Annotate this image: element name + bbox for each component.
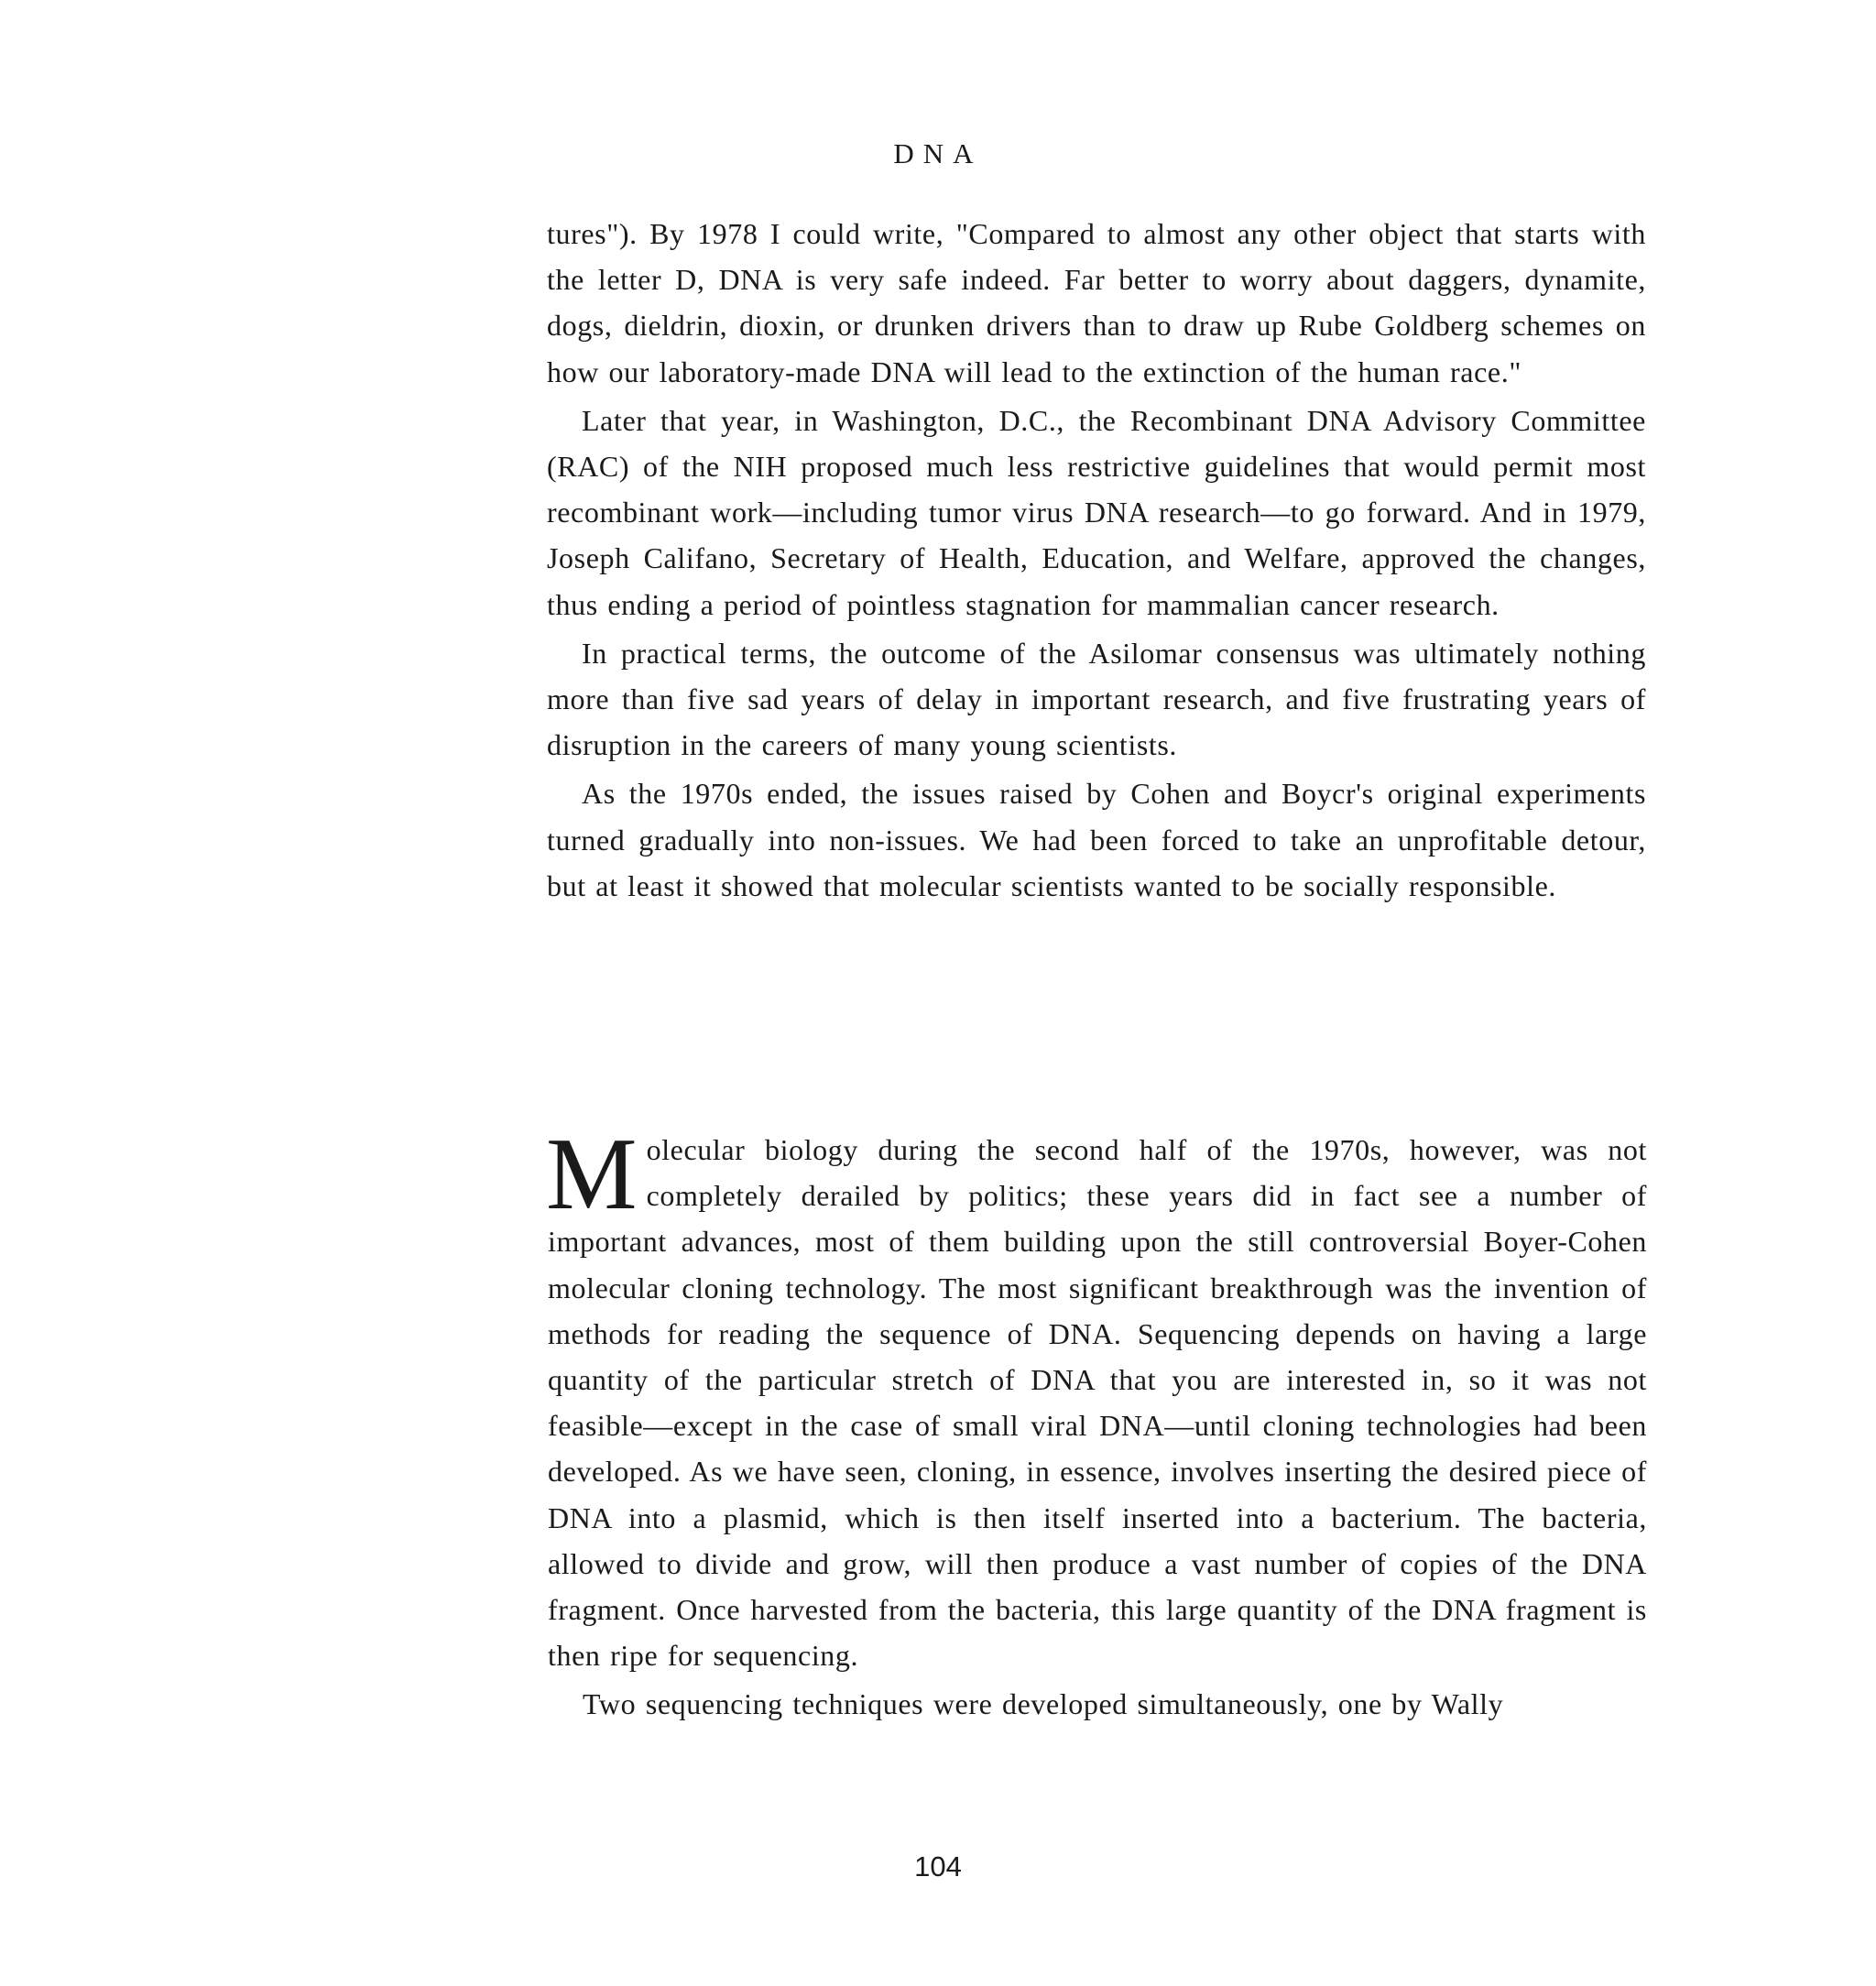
text-block-top (547, 211, 1646, 911)
page-number: 104 (914, 1850, 962, 1882)
paragraph-continuation: tures"). By 1978 I could write, "Compared to almost any other object that starts with the letter D, DNA is very safe indeed. Far better to worry about daggers, dynamite, dogs, dieldrin, dioxin, or drunken drivers than to draw up Rube Goldberg schemes on how our laboratory-made DNA will lead to the extinction of the human race." (547, 217, 1646, 388)
paragraph-rac-guidelines: Later that year, in Washington, D.C., the Recombinant DNA Advisory Committee (RAC) of the NIH proposed much less restrictive guidelines that would permit most recombinant work—including tumor virus DNA research—to go forward. And in 1979, Joseph Califano, Secretary of Health, Education, and Welfare, approved the changes, thus ending a period of pointless stagnation for mammalian cancer research. (547, 403, 1646, 621)
paragraph-sequencing-text: olecular biology during the second half of the 1970s, however, was not completely derailed by politics; these years did in fact see a number of important advances, most of them building upon the still controversial Boyer-Cohen molecular cloning technology. The most significant breakthrough was the invention of methods for reading the sequence of DNA. Sequencing depends on having a large quantity of the particular stretch of DNA that you are interested in, so it was not feasible—except in the case of small viral DNA—until cloning technologies had been developed. As we have seen, cloning, in essence, involves inserting the desired piece of DNA into a plasmid, which is then itself inserted into a bacterium. The bacteria, allowed to divide and grow, will then produce a vast number of copies of the DNA fragment. Once harvested from the bacteria, this large quantity of the DNA fragment is then ripe for sequencing. (548, 1133, 1647, 1673)
paragraph-two-techniques: Two sequencing techniques were developed simultaneously, one by Wally (583, 1687, 1504, 1721)
running-head: DNA (893, 137, 983, 169)
paragraph-sequencing-intro (546, 1118, 1647, 1678)
section-molecular-biology (546, 1118, 1647, 1730)
drop-cap: M (546, 1118, 638, 1231)
paragraph-1970s-ended: As the 1970s ended, the issues raised by Cohen and Boycr's original experiments turned gradually into non-issues. We had been forced to take an unprofitable detour, but at least it showed that molecular scientists wanted to be socially responsible. (547, 777, 1646, 902)
paragraph-asilomar-outcome: In practical terms, the outcome of the Asilomar consensus was ultimately nothing more than five sad years of delay in important research, and five frustrating years of disruption in the careers of many young scientists. (547, 636, 1646, 762)
